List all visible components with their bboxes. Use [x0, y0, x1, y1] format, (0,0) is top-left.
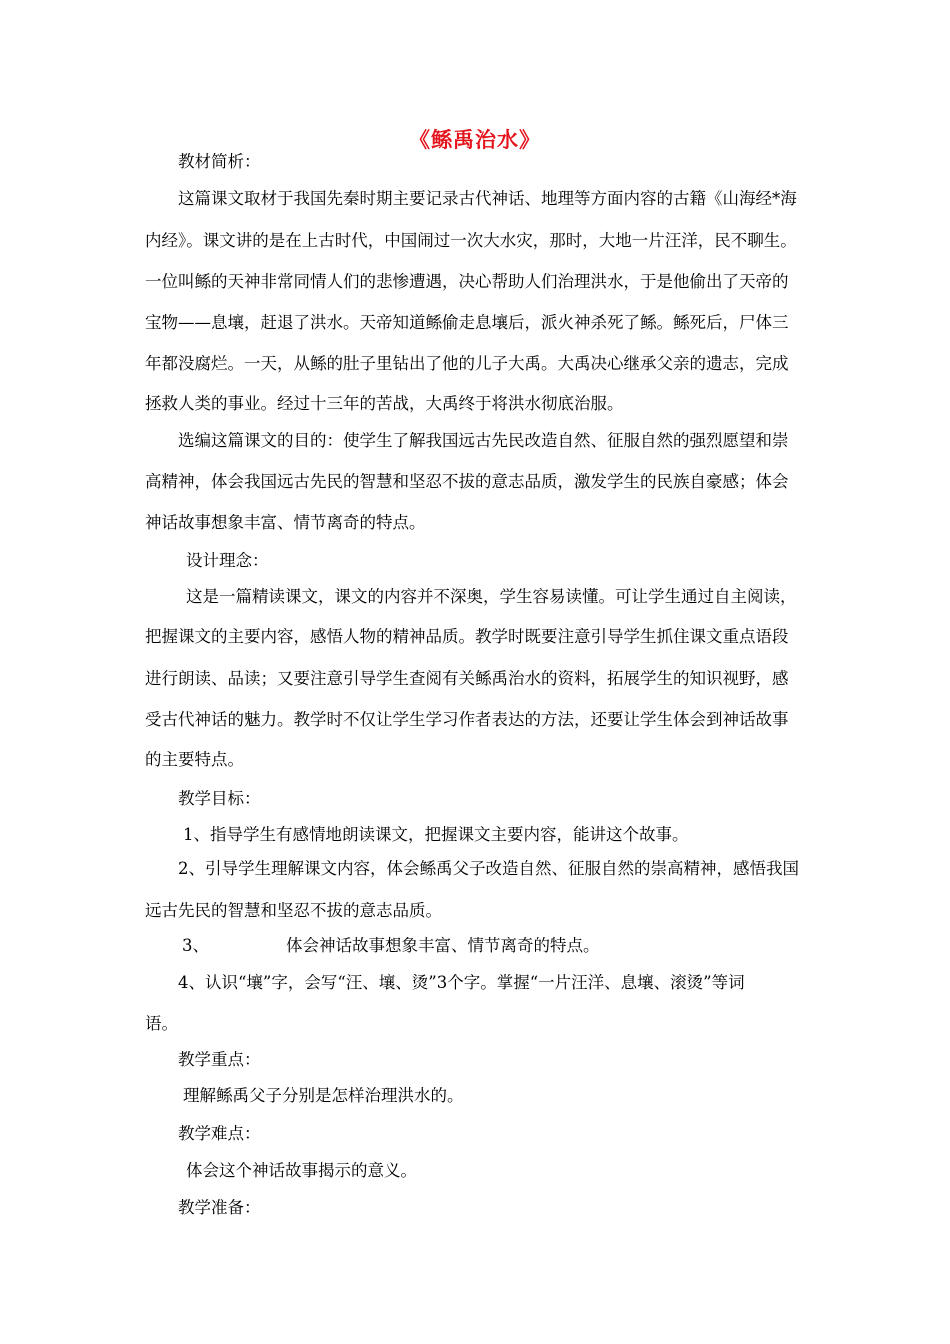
- paragraph-line: 的主要特点。: [145, 750, 244, 769]
- goal-item: 1、指导学生有感情地朗读课文，把握课文主要内容，能讲这个故事。: [183, 825, 689, 844]
- paragraph-line: 年都没腐烂。一天，从鲧的肚子里钻出了他的儿子大禹。大禹决心继承父亲的遗志，完成: [145, 354, 789, 373]
- goal-item-number: 3、: [182, 936, 209, 955]
- goal-item-continued: 远古先民的智慧和坚忍不拔的意志品质。: [145, 901, 442, 920]
- paragraph-line: 体会这个神话故事揭示的意义。: [186, 1161, 417, 1180]
- section-heading-analysis: 教材简析：: [178, 152, 261, 171]
- section-heading-goals: 教学目标：: [178, 789, 261, 808]
- paragraph-line: 内经》。课文讲的是在上古时代，中国闹过一次大水灾，那时，大地一片汪洋，民不聊生。: [145, 231, 797, 250]
- goal-item: 2、引导学生理解课文内容，体会鲧禹父子改造自然、征服自然的崇高精神，感悟我国: [178, 859, 799, 878]
- goal-item-continued: 语。: [145, 1014, 178, 1033]
- paragraph-line: 进行朗读、品读；又要注意引导学生查阅有关鲧禹治水的资料，拓展学生的知识视野，感: [145, 669, 789, 688]
- section-heading-preparation: 教学准备：: [178, 1198, 261, 1217]
- paragraph-line: 选编这篇课文的目的：使学生了解我国远古先民改造自然、征服自然的强烈愿望和崇: [178, 431, 789, 450]
- section-heading-design: 设计理念：: [186, 551, 269, 570]
- paragraph-line: 高精神，体会我国远古先民的智慧和坚忍不拔的意志品质，激发学生的民族自豪感；体会: [145, 472, 789, 491]
- paragraph-line: 神话故事想象丰富、情节离奇的特点。: [145, 513, 426, 532]
- paragraph-line: 拯救人类的事业。经过十三年的苦战，大禹终于将洪水彻底治服。: [145, 394, 624, 413]
- paragraph-line: 一位叫鲧的天神非常同情人们的悲惨遭遇，决心帮助人们治理洪水，于是他偷出了天帝的: [145, 272, 789, 291]
- goal-item: 体会神话故事想象丰富、情节离奇的特点。: [286, 936, 600, 955]
- paragraph-line: 宝物——息壤，赶退了洪水。天帝知道鲧偷走息壤后，派火神杀死了鲧。鲧死后，尸体三: [145, 313, 789, 332]
- section-heading-key-points: 教学重点：: [178, 1050, 261, 1069]
- paragraph-line: 这篇课文取材于我国先秦时期主要记录古代神话、地理等方面内容的古籍《山海经*海: [178, 189, 797, 208]
- goal-item: 4、认识“壤”字，会写“汪、壤、烫”3个字。掌握“一片汪洋、息壤、滚烫”等词: [178, 973, 745, 992]
- paragraph-line: 理解鲧禹父子分别是怎样治理洪水的。: [183, 1086, 464, 1105]
- paragraph-line: 受古代神话的魅力。教学时不仅让学生学习作者表达的方法，还要让学生体会到神话故事: [145, 710, 789, 729]
- paragraph-line: 这是一篇精读课文，课文的内容并不深奥，学生容易读懂。可让学生通过自主阅读，: [186, 587, 797, 606]
- paragraph-line: 把握课文的主要内容，感悟人物的精神品质。教学时既要注意引导学生抓住课文重点语段: [145, 627, 789, 646]
- document-title: 《鲧禹治水》: [409, 128, 541, 152]
- section-heading-difficulties: 教学难点：: [178, 1124, 261, 1143]
